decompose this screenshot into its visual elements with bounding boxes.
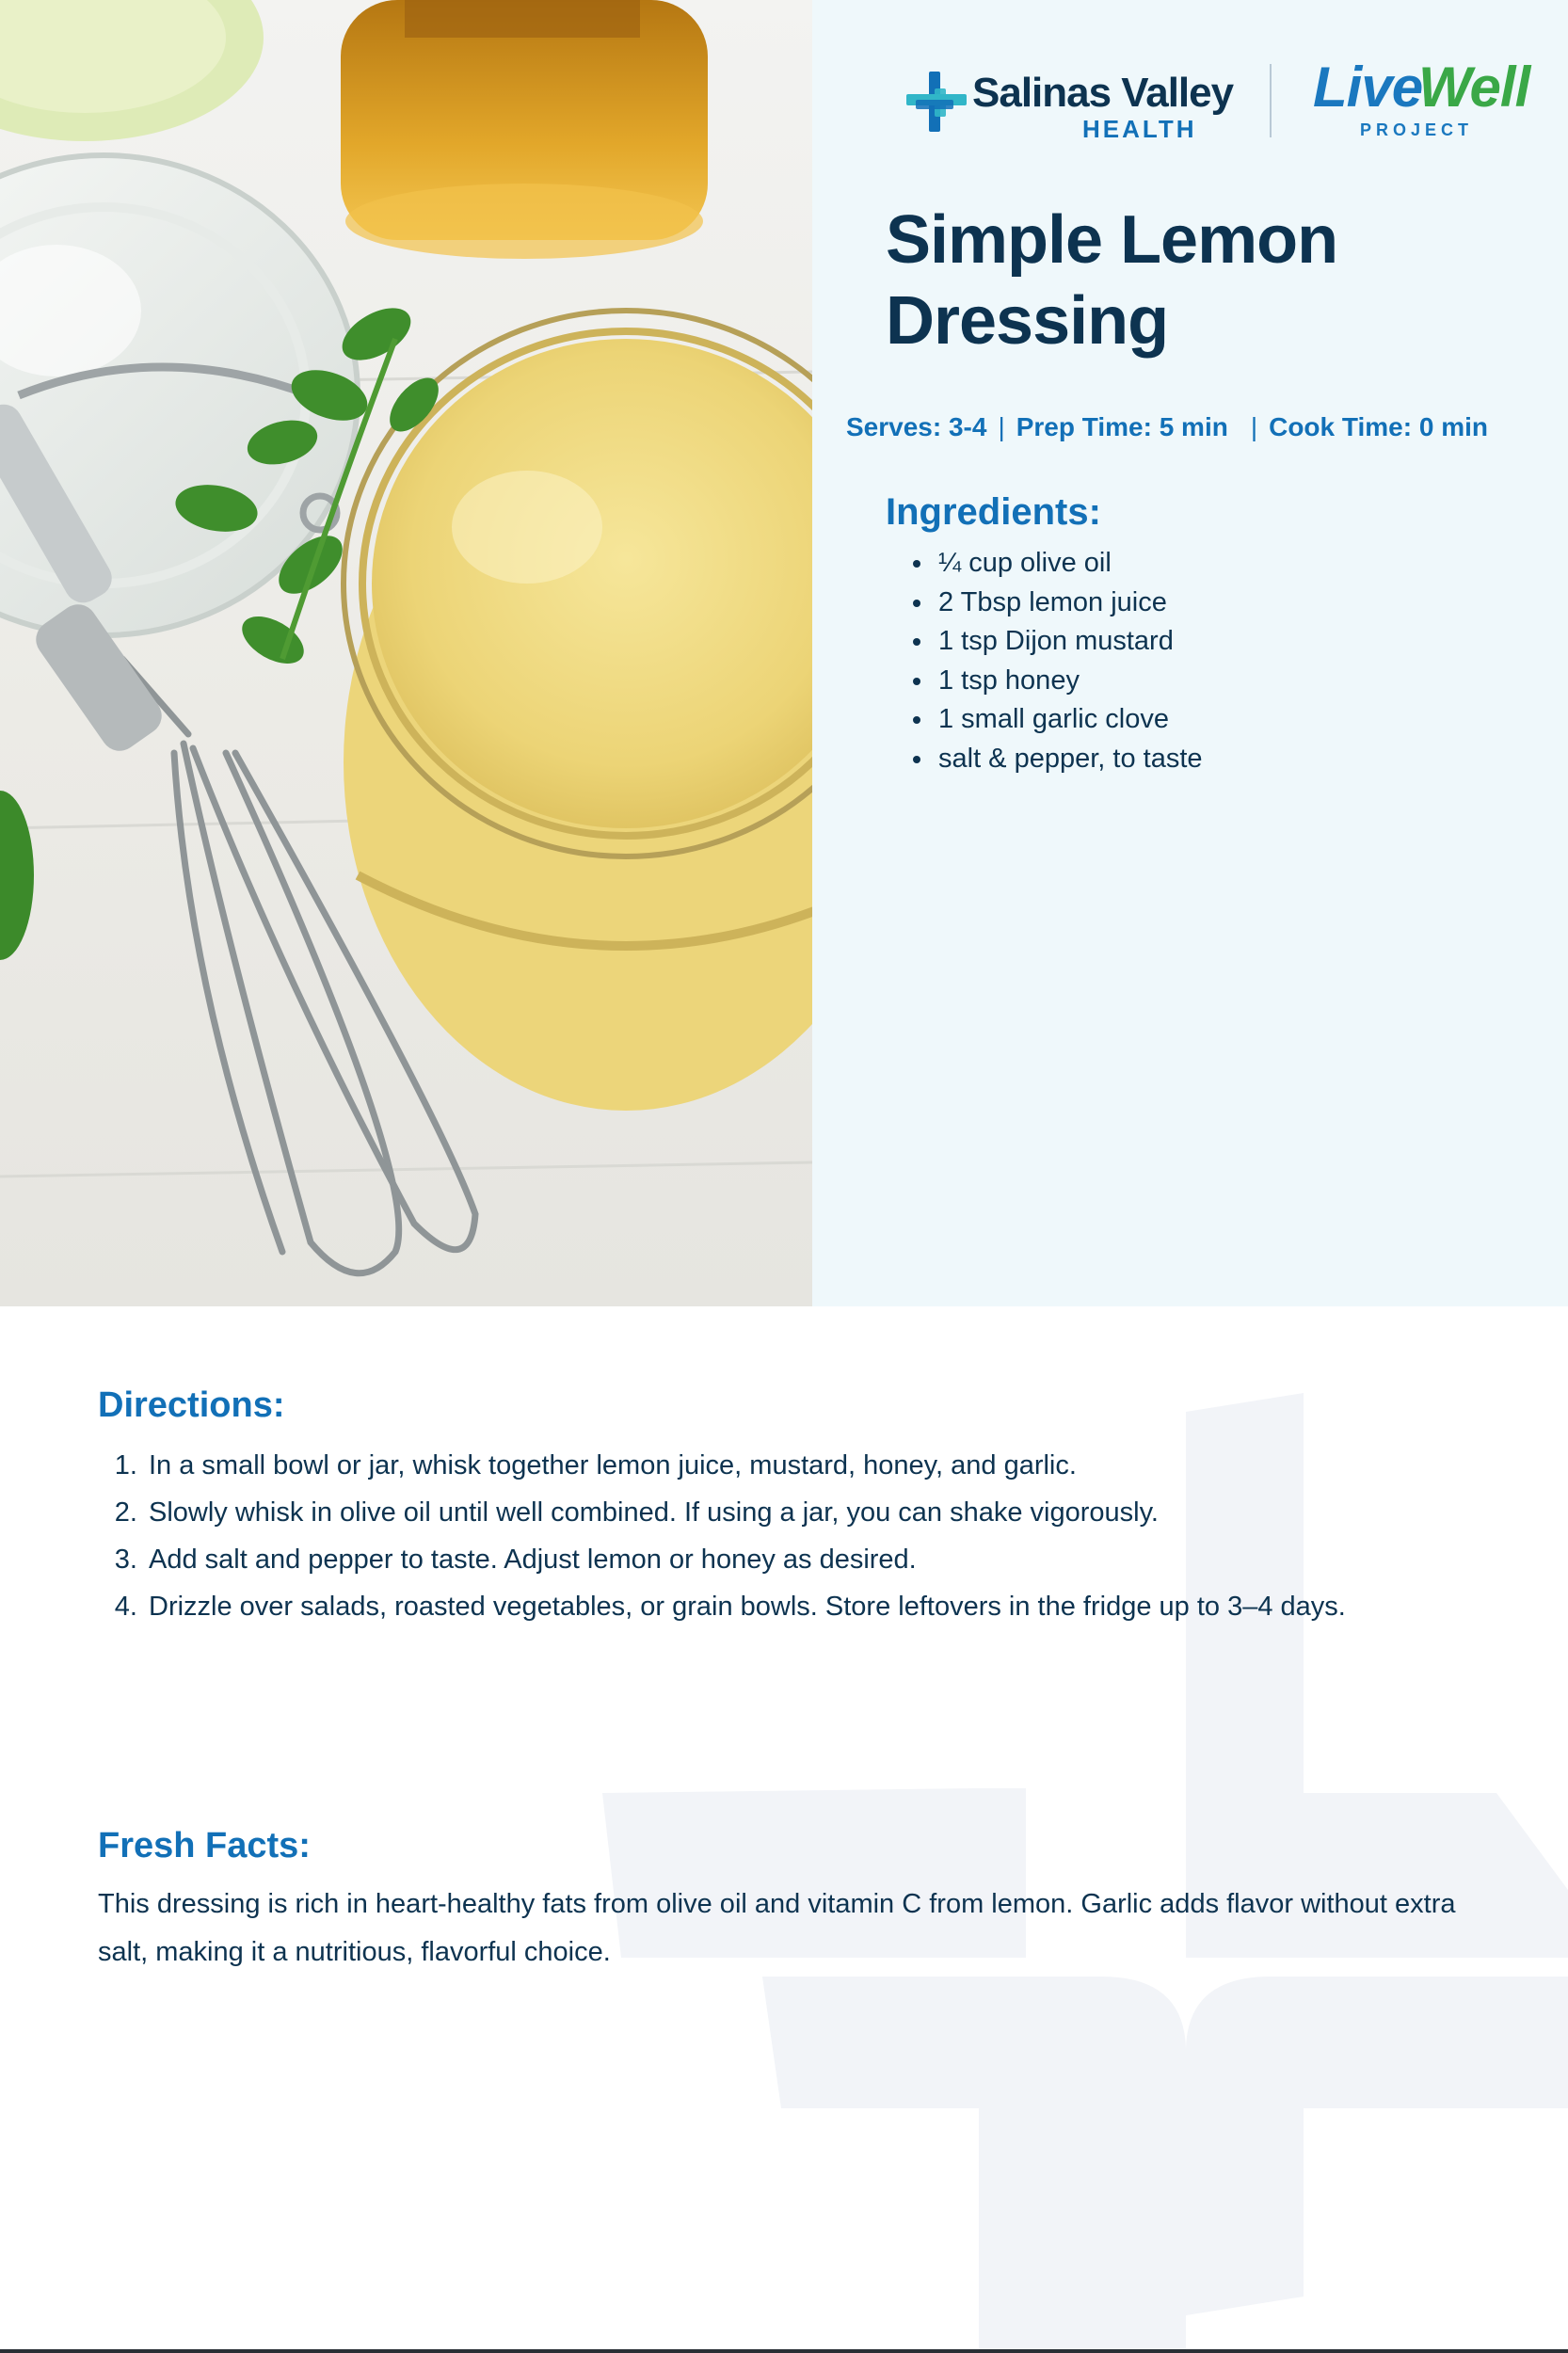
bottom-border — [0, 2349, 1568, 2353]
recipe-title-line1: Simple Lemon — [886, 202, 1338, 278]
fresh-facts-heading: Fresh Facts: — [98, 1826, 311, 1865]
prep-time: Prep Time: 5 min — [1016, 412, 1228, 441]
logo-word-project: PROJECT — [1360, 120, 1474, 139]
recipe-title-line2: Dressing — [886, 283, 1169, 359]
direction-step: 2. Slowly whisk in olive oil until well combined. If using a jar, you can shake vigorously. — [145, 1489, 1538, 1536]
live-well-project-logo — [1313, 55, 1539, 149]
ingredients-heading: Ingredients: — [886, 491, 1101, 533]
logo-word-live: Live — [1313, 56, 1423, 119]
ingredient-item: • 1 tsp Dijon mustard — [935, 622, 1203, 662]
recipe-title — [886, 200, 1526, 361]
recipe-info-panel — [812, 0, 1568, 1306]
lemon-dressing-jar-photo — [0, 0, 812, 1306]
medical-cross-icon — [906, 72, 967, 132]
ingredient-item: • 2 Tbsp lemon juice — [935, 584, 1203, 623]
ingredient-item: • salt & pepper, to taste — [935, 740, 1203, 779]
meta-separator: | — [1250, 412, 1258, 441]
ingredients-list — [886, 544, 1203, 779]
brand-subname: HEALTH — [1082, 115, 1197, 143]
salinas-valley-health-logo — [906, 68, 1234, 143]
direction-step: 4. Drizzle over salads, roasted vegetables, or grain bowls. Store leftovers in the fridge up to 3–4 days. — [145, 1583, 1538, 1630]
recipe-meta — [846, 412, 1561, 442]
direction-step: 1. In a small bowl or jar, whisk together lemon juice, mustard, honey, and garlic. — [145, 1442, 1538, 1489]
recipe-photo — [0, 0, 812, 1306]
ingredient-item: • 1 small garlic clove — [935, 700, 1203, 740]
ingredient-item: • ¼ cup olive oil — [935, 544, 1203, 584]
directions-heading: Directions: — [98, 1385, 285, 1425]
cook-time: Cook Time: 0 min — [1269, 412, 1488, 441]
serves: Serves: 3-4 — [846, 412, 987, 441]
fresh-facts-body: This dressing is rich in heart-healthy fats from olive oil and vitamin C from lemon. Garlic adds flavor without extra salt, making it a nutritious, flavorful choice. — [98, 1889, 1456, 1967]
logo-word-well: Well — [1418, 56, 1530, 119]
brand-name: Salinas Valley — [972, 70, 1234, 116]
meta-separator: | — [998, 412, 1005, 441]
logo-divider — [1270, 64, 1272, 137]
direction-step: 3. Add salt and pepper to taste. Adjust lemon or honey as desired. — [145, 1536, 1538, 1583]
directions-list — [98, 1442, 1538, 1630]
ingredient-item: • 1 tsp honey — [935, 662, 1203, 701]
